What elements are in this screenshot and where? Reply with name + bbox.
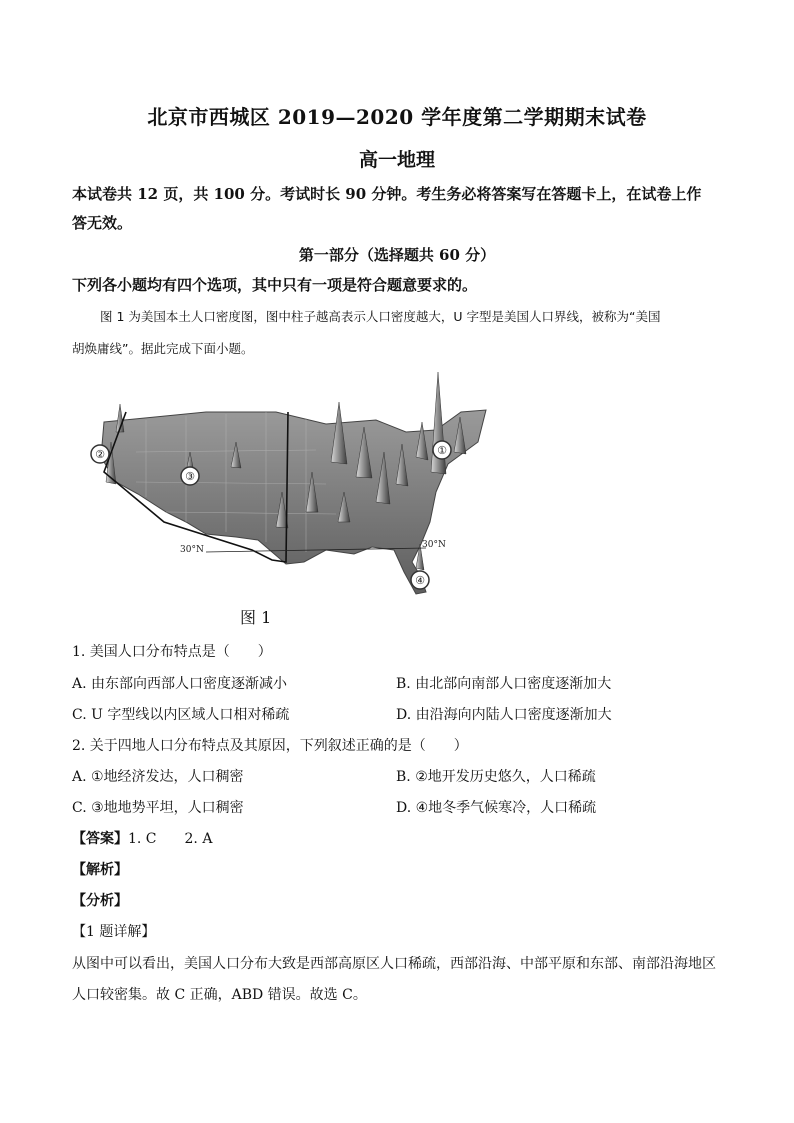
detail-line-1: 从图中可以看出，美国人口分布大致是西部高原区人口稀疏，西部沿海、中部平原和东部、南部沿海地区	[72, 956, 716, 972]
question-2-option-d: D. ④地冬季气候寒冷，人口稀疏	[396, 800, 597, 816]
stem-line-1: 图 1 为美国本土人口密度图，图中柱子越高表示人口密度越大，U 字型是美国人口界线，被称为“美国	[100, 309, 661, 324]
question-1-option-a: A. 由东部向西部人口密度逐渐减小	[72, 676, 288, 692]
part-instruction: 下列各小题均有四个选项，其中只有一项是符合题意要求的。	[72, 276, 478, 294]
analysis-label: 【解析】	[72, 862, 128, 878]
question-1-option-b: B. 由北部向南部人口密度逐渐加大	[396, 676, 612, 692]
question-2-option-b: B. ②地开发历史悠久，人口稀疏	[396, 769, 596, 785]
intro-line-2: 答无效。	[72, 214, 133, 232]
answer-text: 1. C 2. A	[128, 831, 213, 847]
detail-label: 【1 题详解】	[72, 924, 156, 940]
page-title: 北京市西城区 2019—2020 学年度第二学期期末试卷	[147, 105, 647, 129]
map-graphic	[76, 372, 496, 604]
intro-line-1: 本试卷共 12 页，共 100 分。考试时长 90 分钟。考生务必将答案写在答题卡上，在试卷上作	[72, 185, 702, 203]
marker-1-label: ①	[437, 444, 447, 457]
answer-label: 【答案】	[72, 831, 128, 847]
marker-4-label: ④	[415, 574, 425, 587]
stem-line-2: 胡焕庸线”。据此完成下面小题。	[72, 341, 254, 356]
land-mass	[101, 410, 486, 594]
question-2-stem: 2. 关于四地人口分布特点及其原因，下列叙述正确的是（ ）	[72, 738, 468, 754]
figure-caption: 图 1	[240, 608, 272, 627]
detail-line-2: 人口较密集。故 C 正确，ABD 错误。故选 C。	[72, 987, 367, 1003]
question-2-option-a: A. ①地经济发达，人口稠密	[72, 769, 244, 785]
lat-label-right: 30°N	[422, 540, 446, 550]
question-1-option-d: D. 由沿海向内陆人口密度逐渐加大	[396, 707, 612, 723]
us-population-density-map	[76, 372, 496, 604]
part-heading: 第一部分（选择题共 60 分）	[298, 246, 496, 264]
lat-label-left: 30°N	[180, 545, 204, 555]
question-2-option-c: C. ③地地势平坦，人口稠密	[72, 800, 244, 816]
answer-row	[72, 828, 212, 848]
analysis-subheading: 【分析】	[72, 893, 128, 909]
question-1-stem: 1. 美国人口分布特点是（ ）	[72, 644, 272, 660]
page-subtitle: 高一地理	[358, 149, 435, 171]
marker-3-label: ③	[185, 470, 195, 483]
marker-2-label: ②	[95, 448, 105, 461]
question-1-option-c: C. U 字型线以内区域人口相对稀疏	[72, 707, 290, 723]
